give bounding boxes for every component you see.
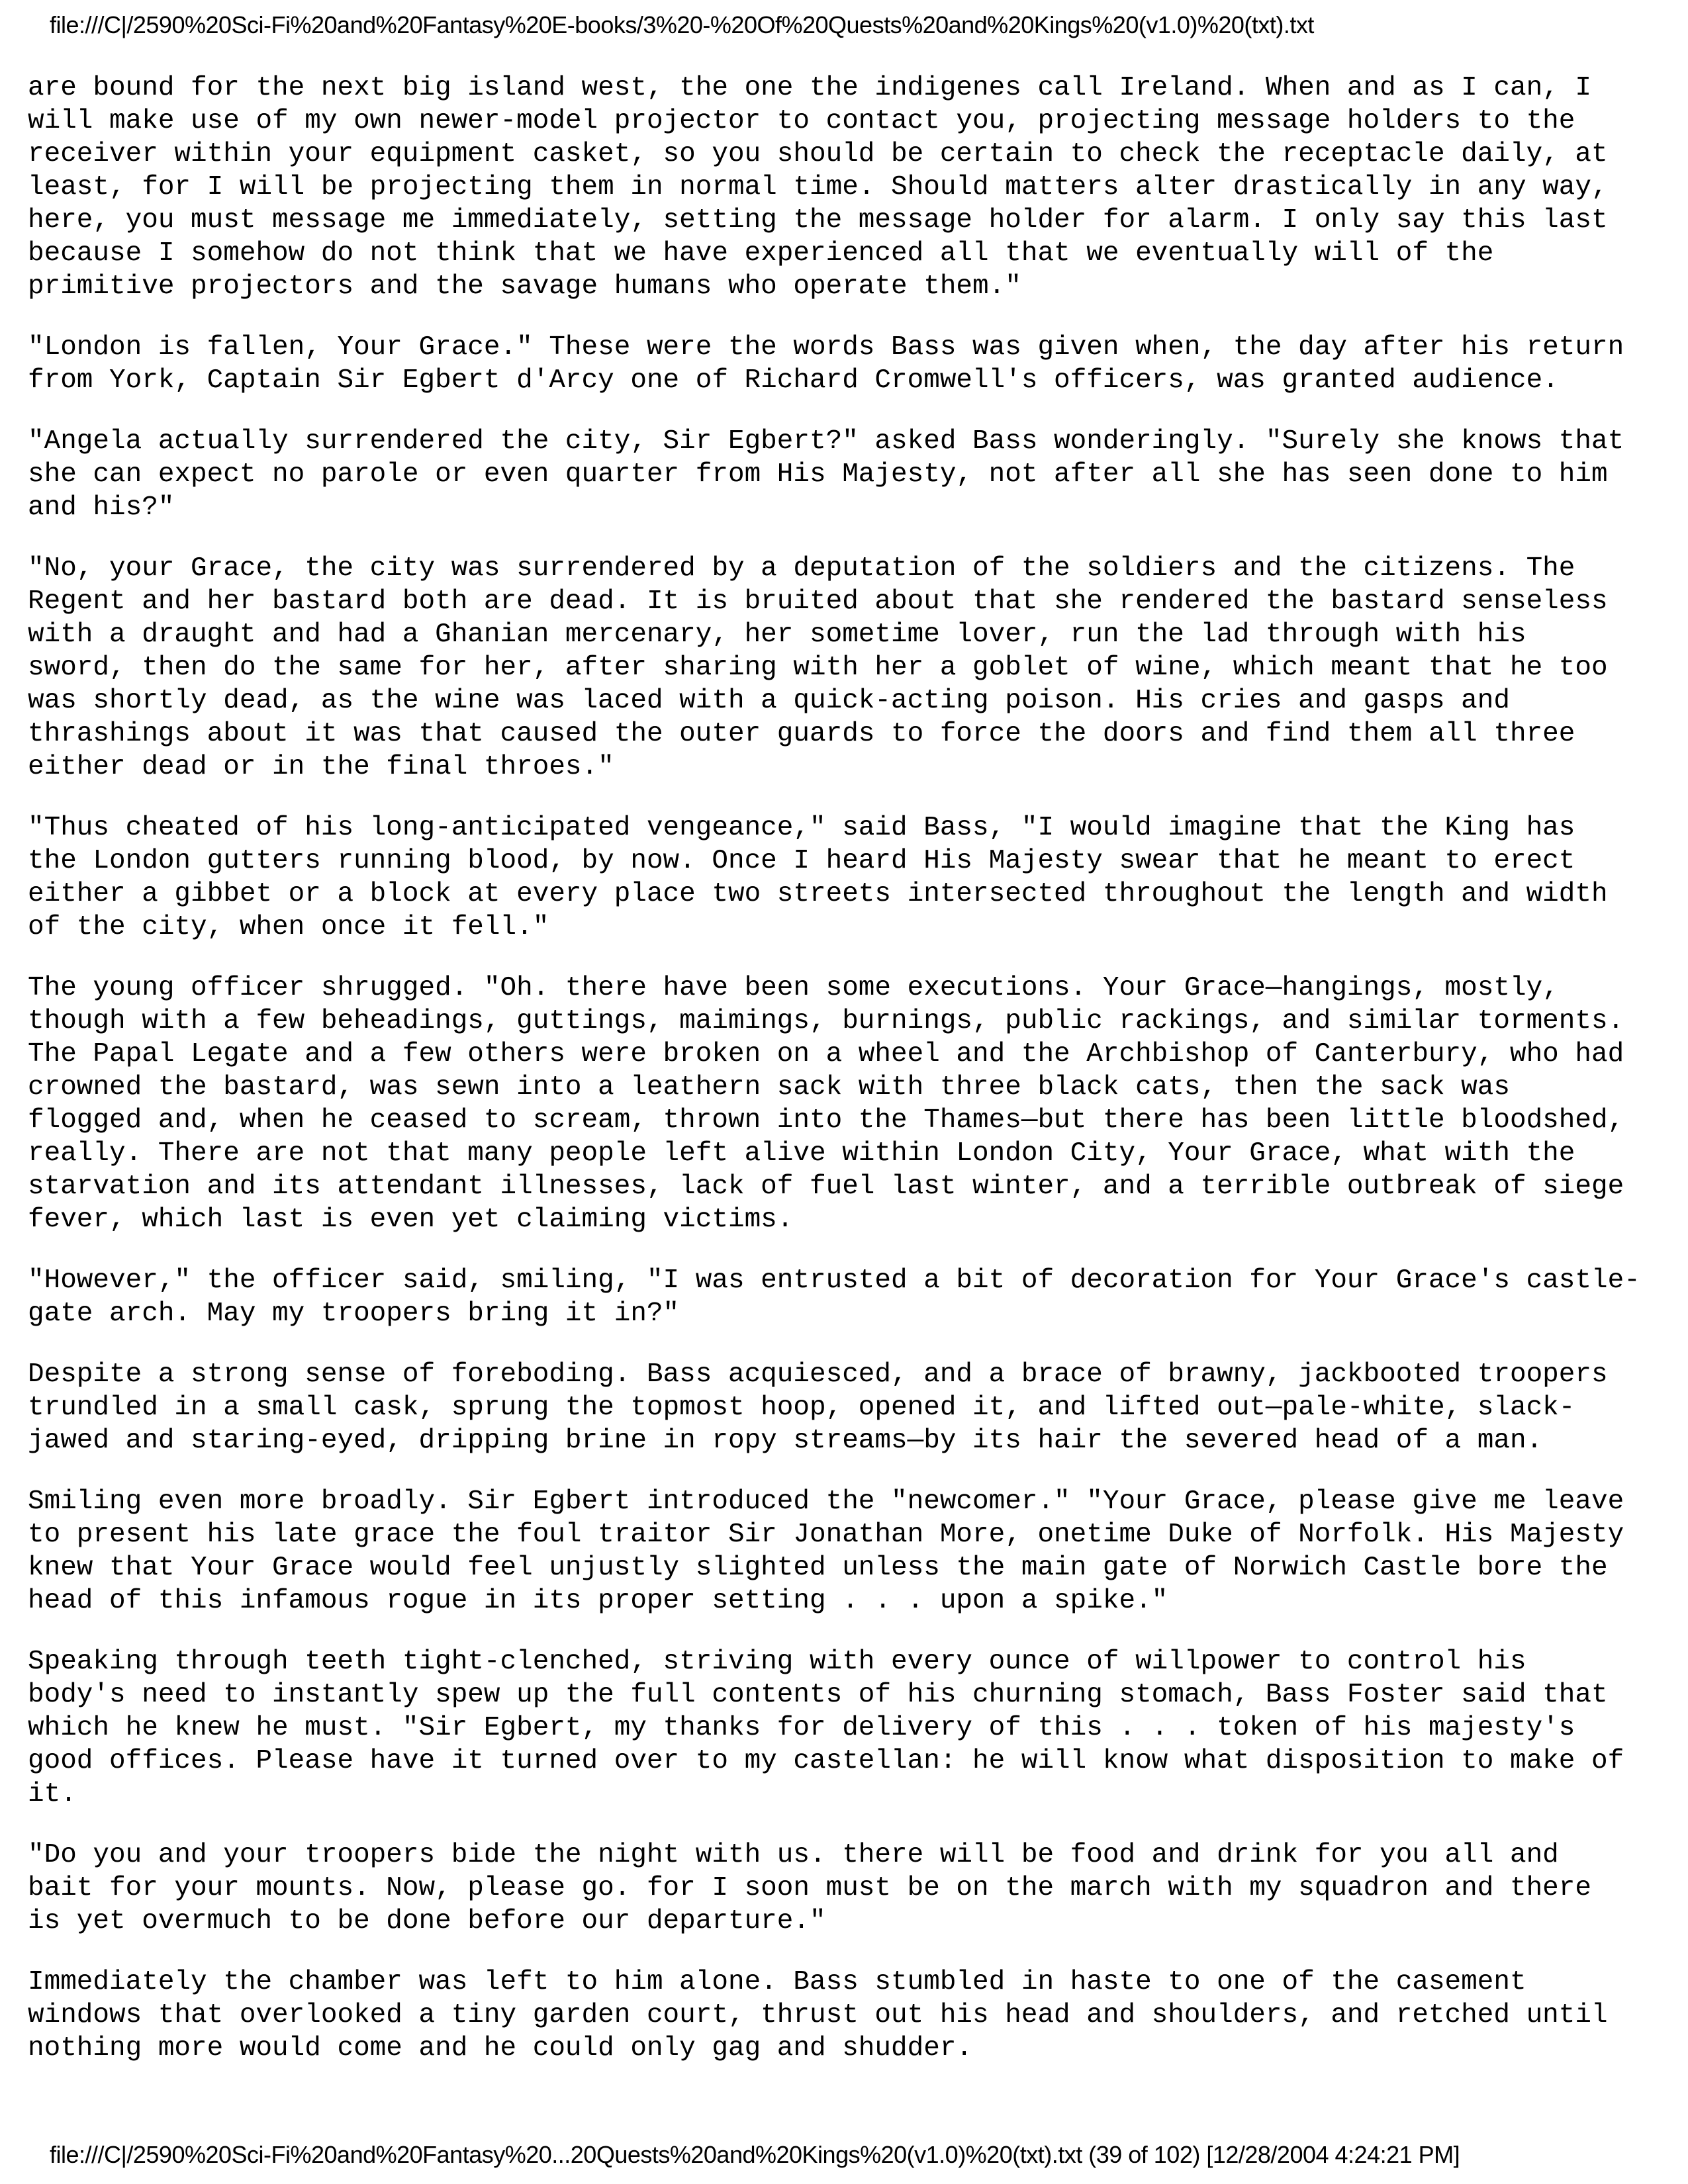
file-path-header: file:///C|/2590%20Sci-Fi%20and%20Fantasy%20E-books/3%20-%20Of%20Quests%20and%20Kings%20(v1.0)%20(txt).txt xyxy=(50,11,1314,38)
paragraph: "No, your Grace, the city was surrendered by a deputation of the soldiers and the citizens. The Regent and her bastard both are dead. It is bruited about that she rendered the bastard senseless with a draught and had a Ghanian mercenary, her sometime lover, run the lad through with his sword, then do the same for her, after sharing with her a goblet of wine, which meant that he too was shortly dead, as the wine was laced with a quick-acting poison. His cries and gasps and thrashings about it was that caused the outer guards to force the doors and find them all three either dead or in the final throes." xyxy=(28,553,1608,782)
paragraph: "Do you and your troopers bide the night with us. there will be food and drink for you all and bait for your mounts. Now, please go. for I soon must be on the march with my squadron and there is yet overmuch to be done before our departure." xyxy=(28,1840,1591,1936)
paragraph: are bound for the next big island west, the one the indigenes call Ireland. When and as I can, I will make use of my own newer-model projector to contact you, projecting message holders to the receiver within your equipment casket, so you should be certain to check the receptacle daily, at least, for I will be projecting them in normal time. Should matters alter drastically in any way, here, you must message me immediately, setting the message holder for alarm. I only say this last because I somehow do not think that we have experienced all that we eventually will of the primitive projectors and the savage humans who operate them." xyxy=(28,73,1608,302)
paragraph: Speaking through teeth tight-clenched, striving with every ounce of willpower to control his body's need to instantly spew up the full contents of his churning stomach, Bass Foster said that which he knew he must. "Sir Egbert, my thanks for delivery of this . . . token of his majesty's good offices. Please have it turned over to my castellan: he will know what disposition to make of it. xyxy=(28,1647,1624,1809)
paragraph: Smiling even more broadly. Sir Egbert introduced the "newcomer." "Your Grace, please give me leave to present his late grace the foul traitor Sir Jonathan More, onetime Duke of Norfolk. His Majesty knew that Your Grace would feel unjustly slighted unless the main gate of Norwich Castle bore the head of this infamous rogue in its proper setting . . . upon a spike." xyxy=(28,1486,1624,1616)
paragraph: Despite a strong sense of foreboding. Bass acquiesced, and a brace of brawny, jackbooted troopers trundled in a small cask, sprung the topmost hoop, opened it, and lifted out—pale-white, slack- jawed and staring-eyed, dripping brine in ropy streams—by its hair the severed head of a man. xyxy=(28,1359,1608,1456)
paragraph: Immediately the chamber was left to him alone. Bass stumbled in haste to one of the casement windows that overlooked a tiny garden court, thrust out his head and shoulders, and retched until nothing more would come and he could only gag and shudder. xyxy=(28,1967,1608,2064)
paragraph: The young officer shrugged. "Oh. there have been some executions. Your Grace—hangings, mostly, though with a few beheadings, guttings, maimings, burnings, public rackings, and similar torments. The Papal Legate and a few others were broken on a wheel and the Archbishop of Canterbury, who had crowned the bastard, was sewn into a leathern sack with three black cats, then the sack was flogged and, when he ceased to scream, thrown into the Thames—but there has been little bloodshed, really. There are not that many people left alive within London City, Your Grace, what with the starvation and its attendant illnesses, lack of fuel last winter, and a terrible outbreak of siege fever, which last is even yet claiming victims. xyxy=(28,973,1624,1235)
paragraph: "Angela actually surrendered the city, Sir Egbert?" asked Bass wonderingly. "Surely she knows that she can expect no parole or even quarter from His Majesty, not after all she has seen done to him and his?" xyxy=(28,426,1624,523)
paragraph: "Thus cheated of his long-anticipated vengeance," said Bass, "I would imagine that the King has the London gutters running blood, by now. Once I heard His Majesty swear that he meant to erect either a gibbet or a block at every place two streets intersected throughout the length and width of the city, when once it fell." xyxy=(28,813,1608,942)
document-body xyxy=(28,71,1663,2093)
file-path-footer: file:///C|/2590%20Sci-Fi%20and%20Fantasy%20...20Quests%20and%20Kings%20(v1.0)%20(txt).txt (39 of 102) [12/28/2004 4:24:21 PM] xyxy=(50,2141,1460,2168)
paragraph: "However," the officer said, smiling, "I was entrusted a bit of decoration for Your Grace's castle- gate arch. May my troopers bring it in?" xyxy=(28,1265,1640,1329)
paragraph: "London is fallen, Your Grace." These were the words Bass was given when, the day after his return from York, Captain Sir Egbert d'Arcy one of Richard Cromwell's officers, was granted audience. xyxy=(28,332,1624,396)
